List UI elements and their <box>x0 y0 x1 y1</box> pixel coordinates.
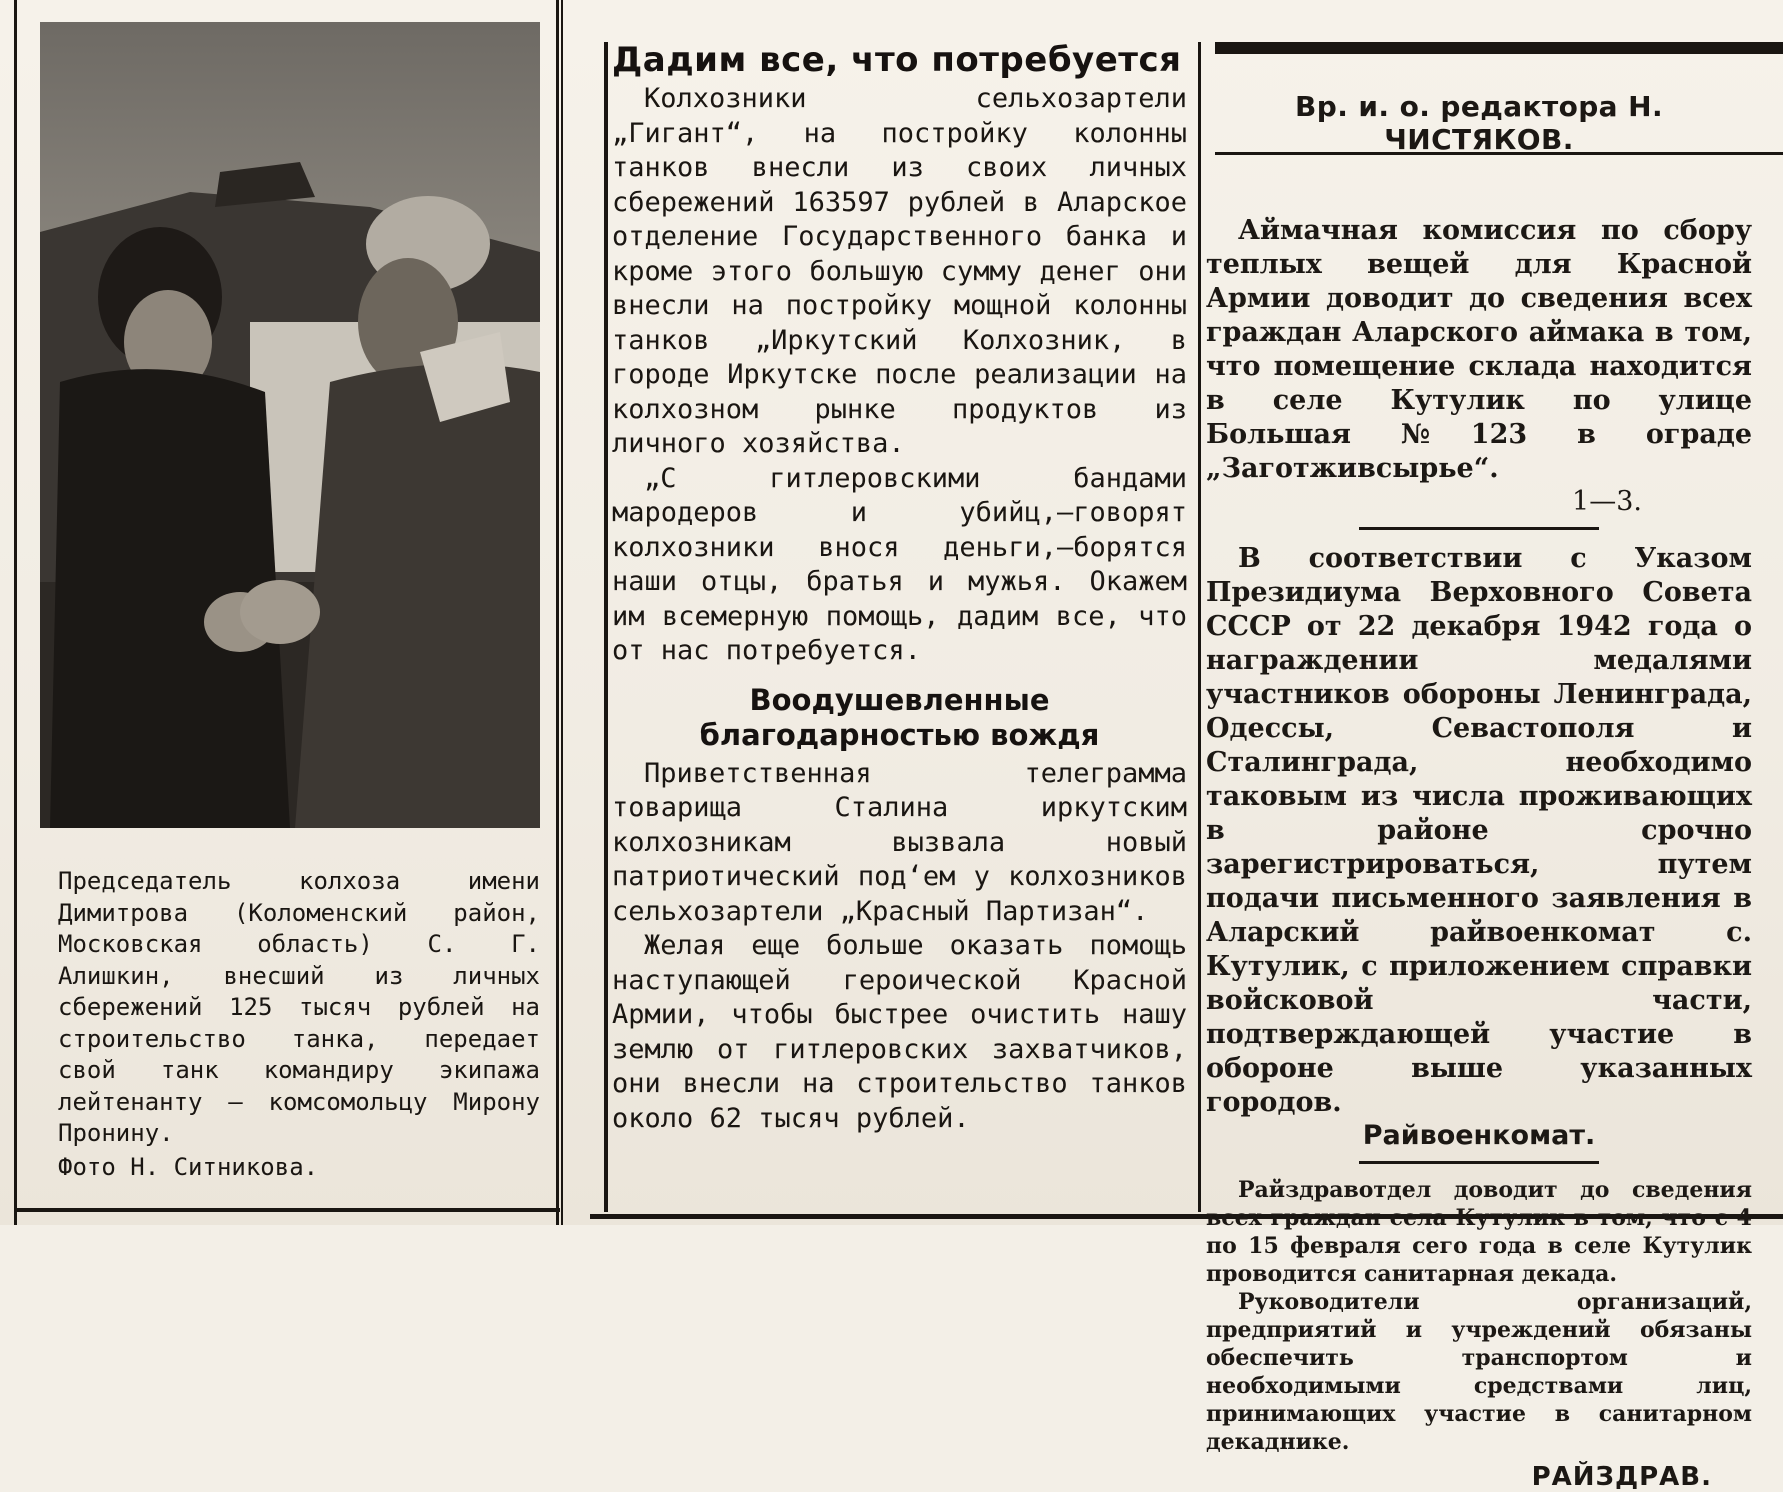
spacer <box>1206 156 1752 214</box>
photo-credit: Фото Н. Ситникова. <box>58 1152 319 1181</box>
column-rule-1b <box>561 0 563 1225</box>
article2-paragraph-1: Приветственная телеграмма товарища Сталина иркутским колхозникам вызвала новый патриотический под‘ем у колхозников сельхозартели „Красный Партизан“. <box>612 757 1187 927</box>
news-photo <box>40 22 540 828</box>
caption-text: Председатель колхоза имени Димитрова (Коломенский район, Московская область) С. Г. Алишкин, внесший из личных сбережений 125 тысяч рублей на строительство танка, передает свой танк командиру экипажа лейтенанту — комсомольцу Мирону Пронину. <box>58 867 540 1147</box>
notice1-text: Аймачная комиссия по сбору теплых вещей для Красной Армии доводит до сведения всех граждан Аларского аймака в том, что помещение склада находится в селе Кутулик по улице Большая №123 в ограде „Заготживсырье“. <box>1206 215 1752 484</box>
photo-caption <box>58 866 540 1183</box>
photo-illustration <box>40 22 540 828</box>
column-rule-2 <box>604 42 608 1212</box>
article2-paragraph-2: Желая еще больше оказать помощь наступающей героической Красной Армии, чтобы быстрее очистить нашу землю от гитлеровских захватчиков, они внесли на строительство танков около 62 тысяч рублей. <box>612 930 1187 1134</box>
column-rule-3 <box>1198 42 1201 1212</box>
column-rule-1 <box>556 0 559 1225</box>
notice1-number: 1—3. <box>1572 486 1642 517</box>
photo-column <box>22 18 550 1198</box>
article1-paragraph-2: „С гитлеровскими бандами мародеров и убийц,—говорят колхозники внося деньги,—борятся наши отцы, братья и мужья. Окажем им всемерную помощь, дадим все, что от нас потребуется. <box>612 462 1187 666</box>
editor-line: Вр. и. о. редактора Н. ЧИСТЯКОВ. <box>1295 90 1663 156</box>
article2-headline-line1: Воодушевленные <box>749 682 1050 717</box>
bottom-rule-left <box>14 1208 560 1212</box>
article1-headline: Дадим все, что потребуется <box>612 40 1182 80</box>
notice3-paragraph-2: Руководители организаций, предприятий и учреждений обязаны обеспечить транспортом и необходимыми средствами лиц, принимающих участие в санитарном декаднике. <box>1206 1289 1752 1455</box>
notice3-signature: РАЙЗДРАВ. <box>1531 1462 1712 1492</box>
notice-divider-2 <box>1359 1161 1599 1164</box>
article1-paragraph-1: Колхозники сельхозартели „Гигант“, на постройку колонны танков внесли из своих личных сбережений 163597 рублей в Аларское отделение Государственного банка и кроме этого большую сумму денег они внесли на постройку мощной колонны танков „Иркутский Колхозник, в городе Иркутске после реализации на колхозном рынке продуктов из личного хозяйства. <box>612 83 1187 459</box>
articles-column <box>612 38 1187 1218</box>
article2-headline <box>612 683 1187 753</box>
article2-headline-line2: благодарностью вождя <box>699 717 1100 752</box>
left-border-rule <box>14 0 17 1225</box>
notice2-text: В соответствии с Указом Президиума Верховного Совета СССР от 22 декабря 1942 года о награждении медалями участников обороны Ленинграда, Одессы, Севастополя и Сталинграда, необходимо таковым из числа проживающих в районе срочно зарегистрироваться, путем подачи письменного заявления в Аларский райвоенкомат с. Кутулик, с приложением справки войсковой части, подтверждающей участие в обороне выше указанных городов. <box>1206 543 1752 1118</box>
notices-column <box>1206 40 1752 1492</box>
notice3-paragraph-1: Райздравотдел доводит до сведения всех граждан села Кутулик в том, что с 4 по 15 февраля сего года в селе Кутулик проводится санитарная декада. <box>1206 1177 1752 1287</box>
notice-divider-1 <box>1359 527 1599 530</box>
notice2-signature: Райвоенкомат. <box>1362 1120 1596 1151</box>
